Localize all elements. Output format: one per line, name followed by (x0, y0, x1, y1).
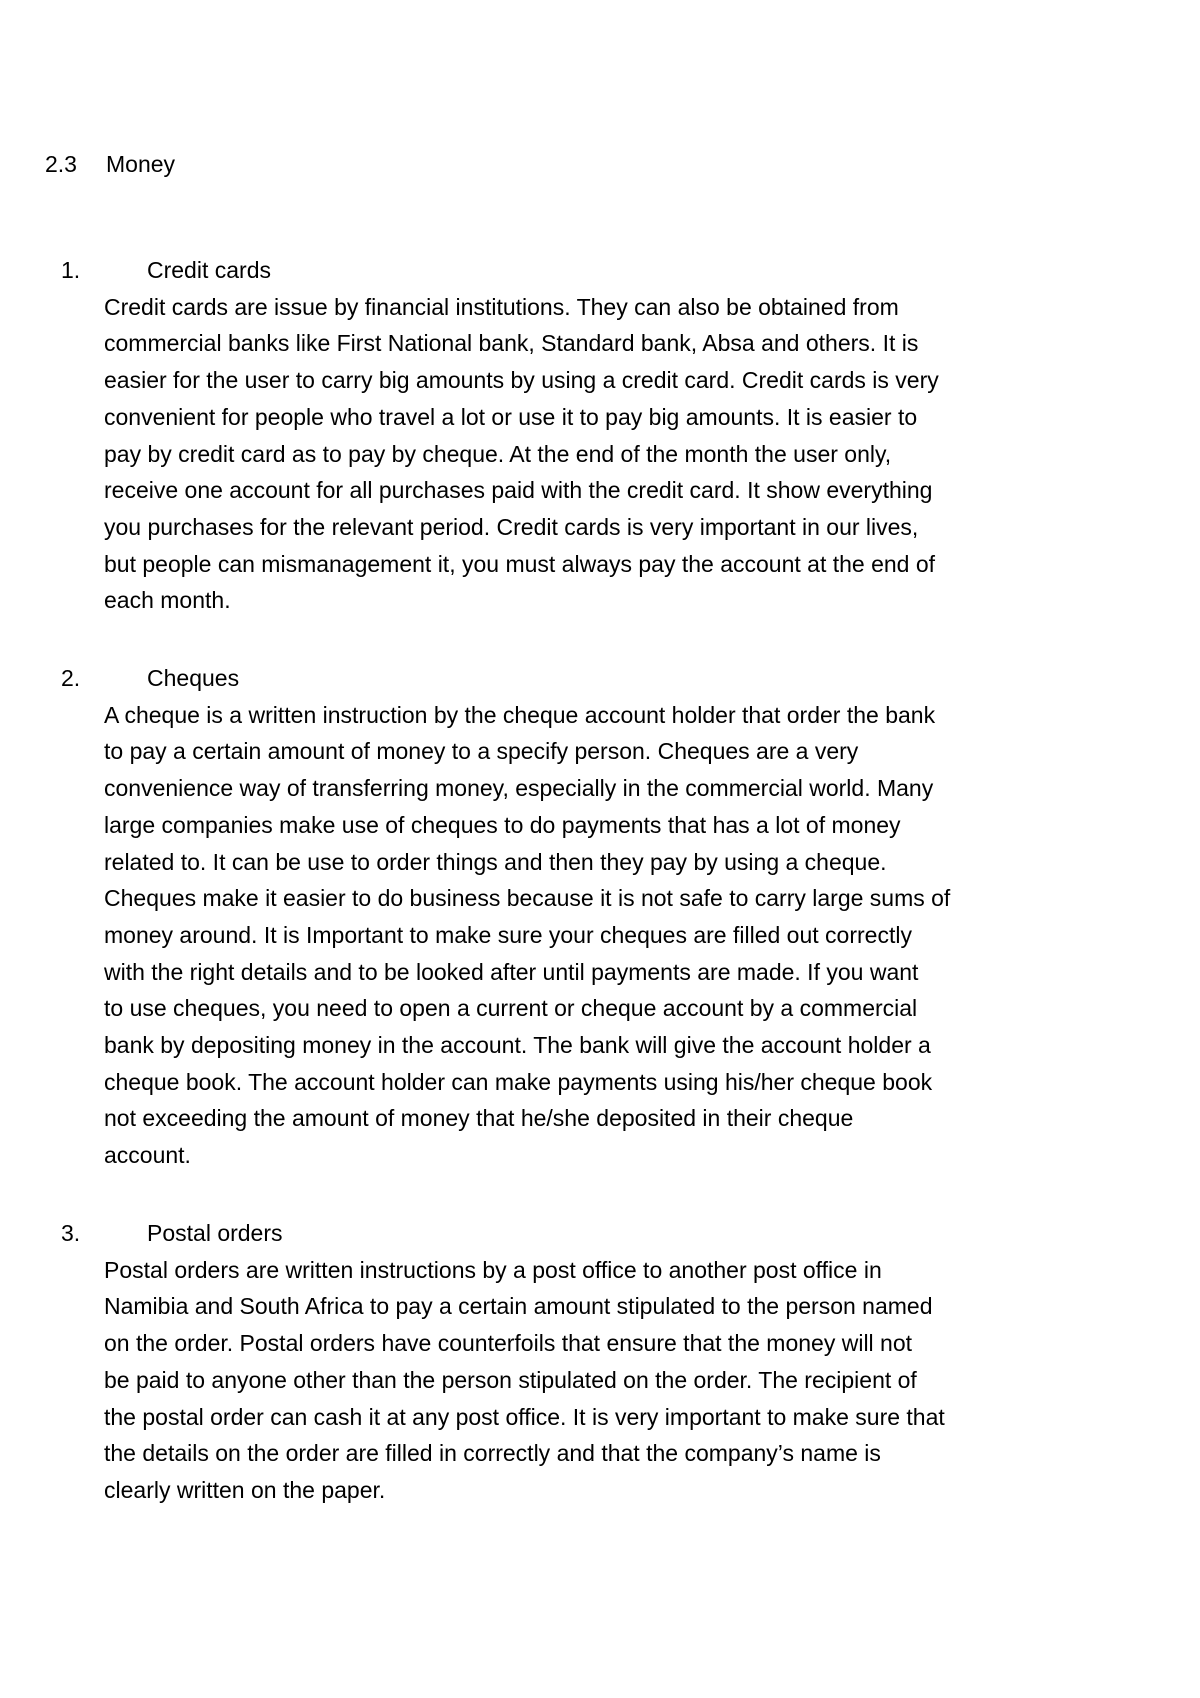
paragraph-line: A cheque is a written instruction by the cheque account holder that order the bank (104, 701, 936, 728)
item-heading (61, 252, 1071, 289)
paragraph-line: to pay a certain amount of money to a specify person. Cheques are a very (104, 738, 859, 765)
paragraph-line: Cheques make it easier to do business because it is not safe to carry large sums of (104, 885, 951, 912)
paragraph-line: the postal order can cash it at any post office. It is very important to make sure that (104, 1403, 945, 1430)
paragraph-line: commercial banks like First National bank, Standard bank, Absa and others. It is (104, 330, 919, 357)
paragraph-line: each month. (104, 587, 231, 614)
paragraph-line: on the order. Postal orders have counterfoils that ensure that the money will not (104, 1330, 913, 1357)
paragraph-line: convenience way of transferring money, especially in the commercial world. Many (104, 775, 934, 802)
paragraph-line: the details on the order are filled in correctly and that the company’s name is (104, 1440, 881, 1467)
item-paragraph (104, 1252, 1071, 1509)
paragraph-line: convenient for people who travel a lot or use it to pay big amounts. It is easier to (104, 403, 918, 430)
section-title: Money (106, 151, 176, 177)
paragraph-line: be paid to anyone other than the person stipulated on the order. The recipient of (104, 1366, 917, 1393)
paragraph-line: clearly written on the paper. (104, 1476, 386, 1503)
section-heading (45, 148, 175, 180)
paragraph-line: money around. It is Important to make sure your cheques are filled out correctly (104, 921, 912, 948)
item-number: 3. (61, 1220, 81, 1246)
item-paragraph (104, 697, 1071, 1174)
paragraph-line: not exceeding the amount of money that he/she deposited in their cheque (104, 1105, 854, 1132)
item-title: Postal orders (147, 1220, 283, 1246)
item-number: 2. (61, 665, 81, 691)
paragraph-line: related to. It can be use to order things and then they pay by using a cheque. (104, 848, 887, 875)
list-item-postal-orders (61, 1215, 1071, 1509)
paragraph-line: cheque book. The account holder can make payments using his/her cheque book (104, 1068, 933, 1095)
paragraph-line: Namibia and South Africa to pay a certain amount stipulated to the person named (104, 1293, 933, 1320)
paragraph-line: with the right details and to be looked after until payments are made. If you want (104, 958, 919, 985)
item-heading (61, 660, 1071, 697)
paragraph-line: but people can mismanagement it, you must always pay the account at the end of (104, 550, 936, 577)
item-title: Credit cards (147, 257, 271, 283)
paragraph-line: receive one account for all purchases paid with the credit card. It show everything (104, 477, 933, 504)
list-item-cheques (61, 660, 1071, 1174)
list-item-credit-cards (61, 252, 1071, 619)
paragraph-line: Credit cards are issue by financial institutions. They can also be obtained from (104, 293, 899, 320)
item-title: Cheques (147, 665, 240, 691)
paragraph-line: Postal orders are written instructions by a post office to another post office in (104, 1256, 882, 1283)
item-heading (61, 1215, 1071, 1252)
section-number: 2.3 (45, 151, 77, 177)
paragraph-line: you purchases for the relevant period. Credit cards is very important in our lives, (104, 513, 919, 540)
paragraph-line: pay by credit card as to pay by cheque. At the end of the month the user only, (104, 440, 892, 467)
paragraph-line: easier for the user to carry big amounts by using a credit card. Credit cards is very (104, 367, 939, 394)
paragraph-line: account. (104, 1142, 191, 1169)
paragraph-line: large companies make use of cheques to do payments that has a lot of money (104, 811, 901, 838)
paragraph-line: to use cheques, you need to open a current or cheque account by a commercial (104, 995, 918, 1022)
item-number: 1. (61, 257, 81, 283)
item-paragraph (104, 289, 1071, 619)
paragraph-line: bank by depositing money in the account. The bank will give the account holder a (104, 1032, 931, 1059)
